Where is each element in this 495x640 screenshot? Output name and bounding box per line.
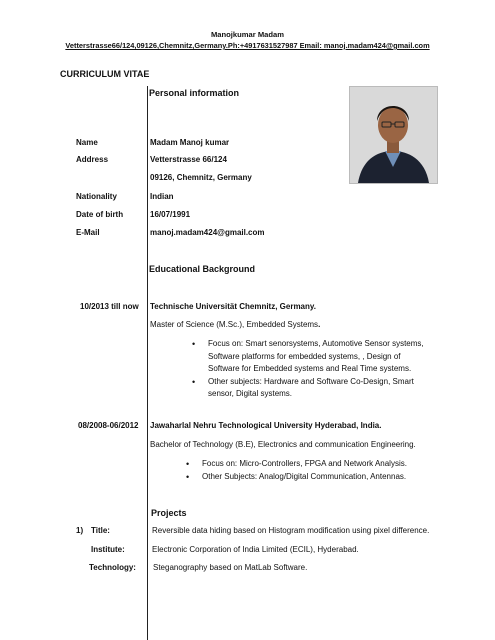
education-degree: Master of Science (M.Sc.), Embedded Systems.	[150, 320, 321, 329]
address-line-2: 09126, Chemnitz, Germany	[150, 173, 252, 182]
list-item: • Other Subjects: Analog/Digital Communication, Antennas.	[202, 471, 407, 484]
header-name: Manojkumar Madam	[210, 30, 284, 39]
education-period: 10/2013 till now	[80, 302, 139, 311]
header-contact-line: Vetterstrasse66/124,09126,Chemnitz,Germany.Ph:+4917631527987 Email: manoj.madam424@gmail.com	[65, 41, 430, 50]
education-focus-list	[202, 458, 407, 483]
projects-heading: Projects	[151, 508, 187, 518]
dob-label: Date of birth	[76, 210, 124, 219]
education-degree: Bachelor of Technology (B.E), Electronics and communication Engineering.	[150, 440, 416, 449]
list-item: • Other subjects: Hardware and Software Co-Design, Smart sensor, Digital systems.	[208, 376, 424, 401]
project-title-label: Title:	[91, 526, 110, 535]
project-title-value: Reversible data hiding based on Histogram modification using pixel difference.	[152, 526, 430, 535]
list-item: • Focus on: Smart senorsystems, Automotive Sensor systems, Software platforms for embedded systems, , Design of Software for Embedded systems and Real Time systems.	[208, 338, 424, 376]
address-label: Address	[76, 155, 109, 164]
project-institute-value: Electronic Corporation of India Limited (ECIL), Hyderabad.	[152, 545, 359, 554]
education-focus-list	[208, 338, 424, 401]
dob-value: 16/07/1991	[150, 210, 191, 219]
list-item: • Focus on: Micro-Controllers, FPGA and Network Analysis.	[202, 458, 407, 471]
document-title: CURRICULUM VITAE	[60, 69, 150, 79]
email-value: manoj.madam424@gmail.com	[150, 228, 265, 237]
nationality-value: Indian	[150, 192, 174, 201]
project-technology-label: Technology:	[89, 563, 136, 572]
name-label: Name	[76, 138, 98, 147]
profile-photo-image	[350, 87, 437, 183]
project-institute-label: Institute:	[91, 545, 125, 554]
education-period: 08/2008-06/2012	[78, 421, 139, 430]
education-institution: Technische Universität Chemnitz, Germany.	[150, 302, 316, 311]
education-institution: Jawaharlal Nehru Technological University Hyderabad, India.	[150, 421, 382, 430]
profile-photo	[349, 86, 438, 184]
education-heading: Educational Background	[149, 264, 256, 274]
nationality-label: Nationality	[76, 192, 117, 201]
project-technology-value: Steganography based on MatLab Software.	[153, 563, 308, 572]
project-number: 1)	[76, 526, 84, 535]
column-divider	[147, 86, 148, 640]
personal-info-heading: Personal information	[149, 88, 240, 98]
name-value: Madam Manoj kumar	[150, 138, 230, 147]
email-label: E-Mail	[76, 228, 100, 237]
address-line-1: Vetterstrasse 66/124	[150, 155, 227, 164]
